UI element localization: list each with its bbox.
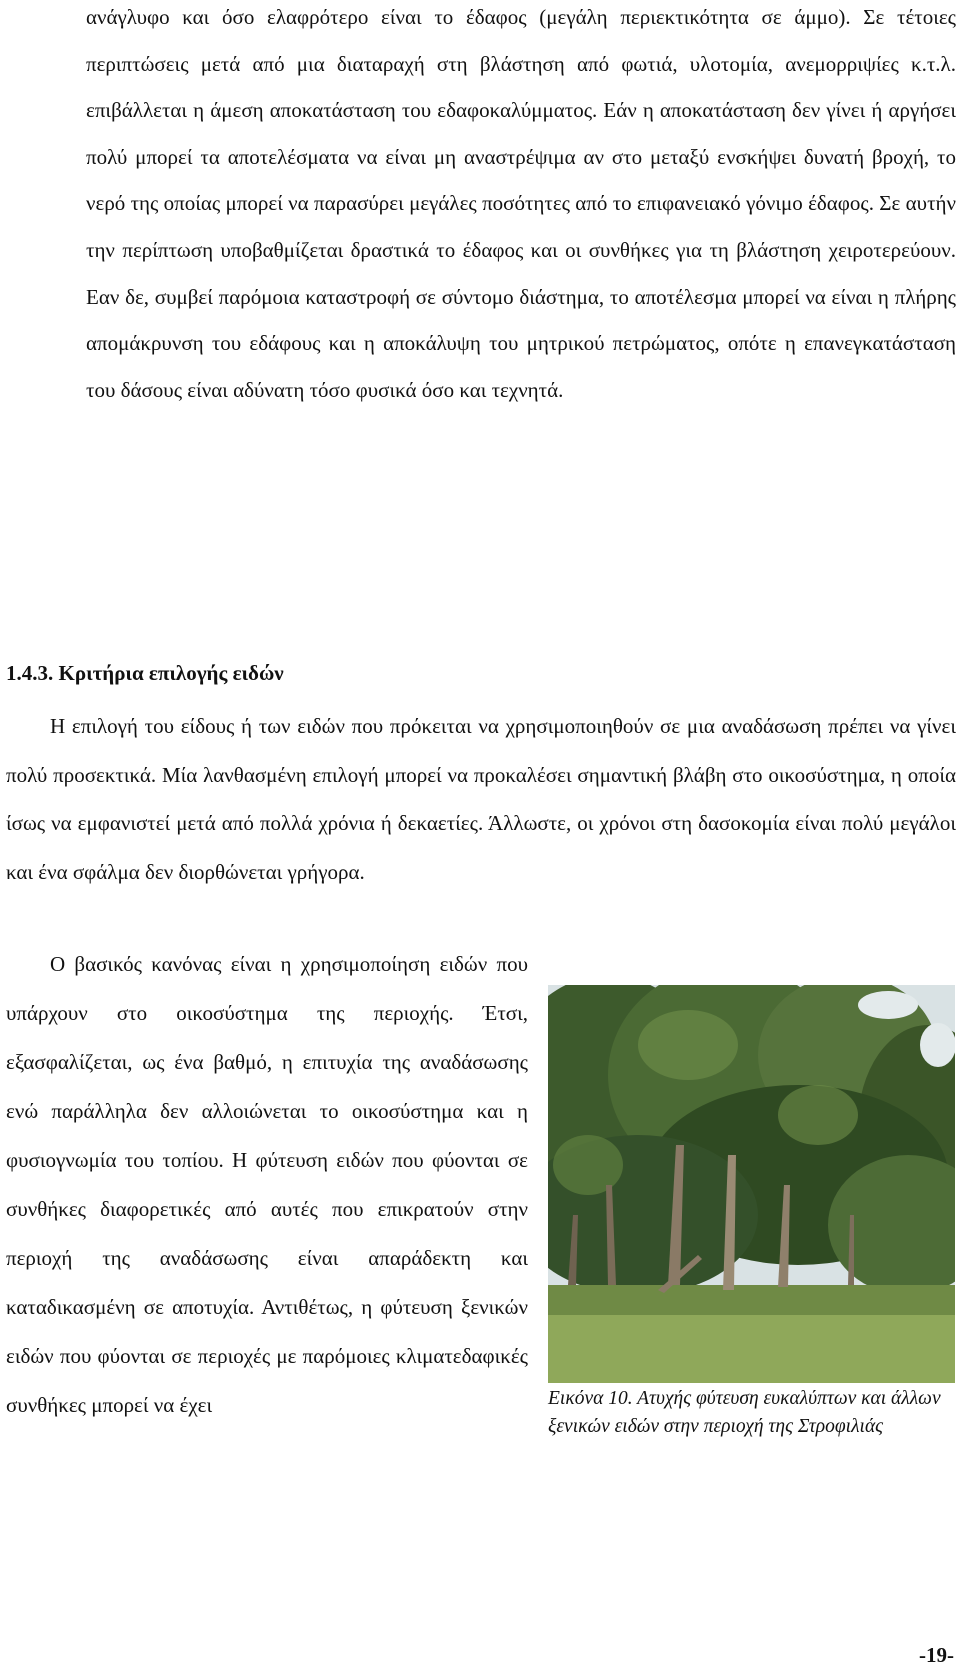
- section-heading: 1.4.3. Κριτήρια επιλογής ειδών: [6, 661, 284, 685]
- page-number: -19-: [919, 1643, 954, 1667]
- eucalyptus-forest-photo: [548, 985, 955, 1383]
- body-paragraph-2: Η επιλογή του είδους ή των ειδών που πρόκειται να χρησιμοποιηθούν σε μια αναδάσωση πρέπει να γίνει πολύ προσεκτικά. Μία λανθασμένη επιλογή μπορεί να προκαλέσει σημαντική βλάβη στο οικοσύστημα, η οποία ίσως να εμφανιστεί μετά από πολλά χρόνια ή δεκαετίες. Άλλωστε, οι χρόνοι στη δασοκομία είναι πολύ μεγάλοι και ένα σφάλμα δεν διορθώνεται γρήγορα.: [6, 714, 956, 884]
- photo-illustration: [548, 985, 955, 1383]
- body-paragraph-1: ανάγλυφο και όσο ελαφρότερο είναι το έδαφος (μεγάλη περιεκτικότητα σε άμμο). Σε τέτοιες περιπτώσεις μετά από μια διαταραχή στη βλάστηση από φωτιά, υλοτομία, ανεμορριψίες κ.τ.λ. επιβάλλεται η άμεση αποκατάσταση του εδαφοκαλύμματος. Εάν η αποκατάσταση δεν γίνει ή αργήσει πολύ μπορεί τα αποτελέσματα να είναι μη αναστρέψιμα αν στο μεταξύ ενσκήψει δυνατή βροχή, το νερό της οποίας μπορεί να παρασύρει μεγάλες ποσότητες από το επιφανειακό γόνιμο έδαφος. Σε αυτήν την περίπτωση υποβαθμίζεται δραστικά το έδαφος και οι συνθήκες για τη βλάστηση χειροτερεύουν. Εαν δε, συμβεί παρόμοια καταστροφή σε σύντομο διάστημα, το αποτέλεσμα μπορεί να είναι η πλήρης απομάκρυνση του εδάφους και η αποκάλυψη του μητρικού πετρώματος, οπότε η επανεγκατάσταση του δάσους είναι αδύνατη τόσο φυσικά όσο και τεχνητά.: [86, 5, 956, 402]
- figure-caption: Εικόνα 10. Ατυχής φύτευση ευκαλύπτων και άλλων ξενικών ειδών στην περιοχή της Στροφιλιάς: [548, 1388, 941, 1437]
- body-paragraph-3: Ο βασικός κανόνας είναι η χρησιμοποίηση ειδών που υπάρχουν στο οικοσύστημα της περιοχής. Έτσι, εξασφαλίζεται, ως ένα βαθμό, η επιτυχία της αναδάσωσης ενώ παράλληλα δεν αλλοιώνεται το οικοσύστημα και η φυσιογνωμία του τοπίου. Η φύτευση ειδών που φύονται σε συνθήκες διαφορετικές από αυτές που επικρατούν στην περιοχή της αναδάσωσης είναι απαράδεκτη και καταδικασμένη σε αποτυχία. Αντιθέτως, η φύτευση ξενικών ειδών που φύονται σε περιοχές με παρόμοιες κλιματεδαφικές συνθήκες μπορεί να έχει: [6, 952, 528, 1417]
